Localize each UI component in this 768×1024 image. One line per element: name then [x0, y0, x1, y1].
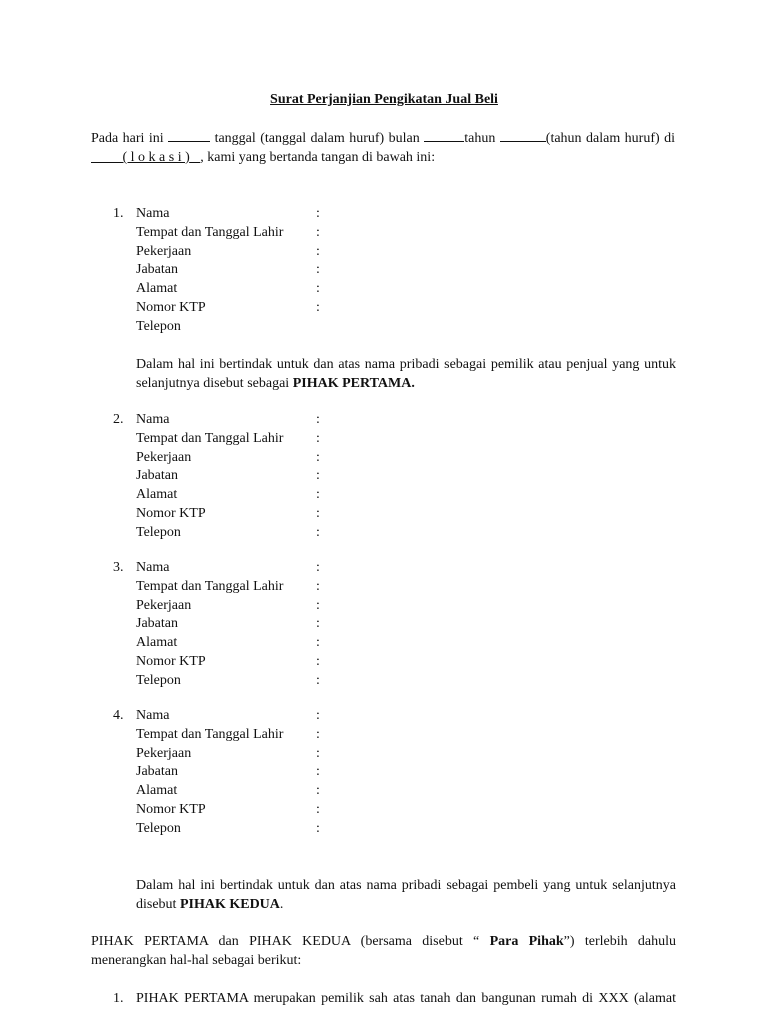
- field-row: [91, 819, 691, 838]
- field-row: [91, 577, 691, 596]
- field-row: [91, 410, 691, 429]
- item-number: 1.: [113, 991, 124, 1006]
- field-row: [91, 298, 691, 317]
- field-row: [91, 781, 691, 800]
- field-label: Nomor KTP: [136, 505, 206, 521]
- field-row: [91, 633, 691, 652]
- field-row: [91, 204, 691, 223]
- field-label: Nama: [136, 412, 170, 427]
- field-row: [91, 504, 691, 523]
- pihak-pertama-paragraph: [136, 355, 676, 393]
- field-colon: :: [316, 764, 320, 780]
- field-label: Nomor KTP: [136, 653, 206, 669]
- field-label: Telepon: [136, 318, 181, 334]
- field-colon: :: [316, 708, 320, 723]
- field-colon: :: [316, 635, 320, 651]
- field-row: [91, 652, 691, 671]
- para-pihak-label: Para Pihak: [489, 934, 564, 949]
- field-colon: :: [316, 578, 320, 594]
- field-colon: :: [316, 726, 320, 742]
- field-label: Nomor KTP: [136, 801, 206, 817]
- field-label: Telepon: [136, 524, 181, 540]
- field-row: [91, 223, 691, 242]
- field-colon: :: [316, 281, 320, 297]
- field-row: [91, 744, 691, 763]
- field-label: Pekerjaan: [136, 745, 192, 761]
- location-blank[interactable]: [91, 150, 200, 165]
- field-colon: :: [316, 430, 320, 446]
- location-placeholder: ( l o k a s i ): [122, 150, 190, 165]
- field-colon: :: [316, 745, 320, 761]
- field-label: Jabatan: [136, 764, 178, 780]
- field-colon: :: [316, 262, 320, 278]
- pihak-kedua-end: .: [279, 897, 284, 912]
- intro-text-1: Pada hari ini: [91, 131, 164, 146]
- field-colon: :: [316, 449, 320, 465]
- field-row: [91, 260, 691, 279]
- field-label: Telepon: [136, 820, 181, 836]
- party-3: [91, 558, 691, 690]
- pihak-kedua-text: Dalam hal ini bertindak untuk dan atas nama pribadi sebagai pembeli yang untuk selanjutnya disebut: [136, 878, 676, 912]
- field-row: [91, 614, 691, 633]
- field-row: [91, 279, 691, 298]
- intro-text-4: (tahun dalam huruf) di: [545, 131, 675, 146]
- pihak-pertama-text: Dalam hal ini bertindak untuk dan atas nama pribadi sebagai pemilik atau penjual yang untuk selanjutnya disebut sebagai: [136, 357, 676, 391]
- party-number: 3.: [113, 560, 124, 575]
- field-label: Tempat dan Tanggal Lahir: [136, 578, 284, 594]
- field-colon: :: [316, 524, 320, 540]
- field-row: [91, 558, 691, 577]
- intro-text-3: tahun: [464, 131, 496, 146]
- day-blank[interactable]: [168, 128, 210, 142]
- field-colon: :: [316, 505, 320, 521]
- field-colon: :: [316, 653, 320, 669]
- party-1: [91, 204, 691, 336]
- field-row: [91, 762, 691, 781]
- field-label: Nama: [136, 206, 170, 221]
- field-row: [91, 596, 691, 615]
- field-colon: :: [316, 820, 320, 836]
- field-row: [91, 485, 691, 504]
- para-pihak-text-2: ”) terlebih dahulu menerangkan hal-hal sebagai berikut:: [91, 934, 677, 968]
- field-label: Tempat dan Tanggal Lahir: [136, 430, 284, 446]
- pihak-kedua-label: PIHAK KEDUA: [179, 897, 280, 912]
- field-colon: :: [316, 487, 320, 503]
- para-pihak-paragraph: [91, 932, 676, 970]
- field-row: [91, 466, 691, 485]
- para-pihak-text-1: PIHAK PERTAMA dan PIHAK KEDUA (bersama disebut “: [91, 934, 480, 949]
- party-number: 4.: [113, 708, 124, 723]
- field-row: [91, 448, 691, 467]
- party-number: 1.: [113, 206, 124, 221]
- party-number: 2.: [113, 412, 124, 427]
- field-label: Nama: [136, 708, 170, 723]
- party-4: [91, 706, 691, 838]
- field-colon: :: [316, 412, 320, 427]
- field-row: [91, 429, 691, 448]
- year-blank[interactable]: [500, 128, 546, 142]
- field-row: [91, 523, 691, 542]
- field-label: Alamat: [136, 281, 178, 297]
- field-colon: :: [316, 801, 320, 817]
- intro-text-5: , kami yang bertanda tangan di bawah ini:: [200, 150, 436, 165]
- field-label: Alamat: [136, 487, 178, 503]
- field-colon: :: [316, 243, 320, 259]
- field-label: Alamat: [136, 635, 178, 651]
- field-label: Pekerjaan: [136, 449, 192, 465]
- field-row: [91, 671, 691, 690]
- field-colon: :: [316, 206, 320, 221]
- field-row: [91, 317, 691, 336]
- document-title: Surat Perjanjian Pengikatan Jual Beli: [270, 92, 498, 107]
- field-label: Pekerjaan: [136, 243, 192, 259]
- field-row: [91, 725, 691, 744]
- field-colon: :: [316, 597, 320, 613]
- item-text: PIHAK PERTAMA merupakan pemilik sah atas tanah dan bangunan rumah di XXX (alamat: [136, 991, 676, 1006]
- field-label: Tempat dan Tanggal Lahir: [136, 726, 284, 742]
- field-colon: :: [316, 468, 320, 484]
- intro-paragraph: [91, 128, 675, 167]
- field-row: [91, 800, 691, 819]
- party-2: [91, 410, 691, 542]
- field-colon: :: [316, 560, 320, 575]
- field-label: Nomor KTP: [136, 299, 206, 315]
- field-label: Jabatan: [136, 616, 178, 632]
- field-colon: :: [316, 783, 320, 799]
- field-colon: :: [316, 616, 320, 632]
- field-colon: :: [316, 299, 320, 315]
- field-row: [91, 242, 691, 261]
- field-label: Jabatan: [136, 262, 178, 278]
- field-label: Pekerjaan: [136, 597, 192, 613]
- pihak-pertama-label: PIHAK PERTAMA.: [292, 376, 415, 391]
- field-label: Telepon: [136, 672, 181, 688]
- field-label: Tempat dan Tanggal Lahir: [136, 224, 284, 240]
- month-blank[interactable]: [424, 128, 464, 142]
- field-label: Alamat: [136, 783, 178, 799]
- field-label: Jabatan: [136, 468, 178, 484]
- field-label: Nama: [136, 560, 170, 575]
- field-colon: :: [316, 672, 320, 688]
- field-colon: :: [316, 224, 320, 240]
- pihak-kedua-paragraph: [136, 876, 676, 914]
- field-row: [91, 706, 691, 725]
- intro-text-2: tanggal (tanggal dalam huruf) bulan: [214, 131, 420, 146]
